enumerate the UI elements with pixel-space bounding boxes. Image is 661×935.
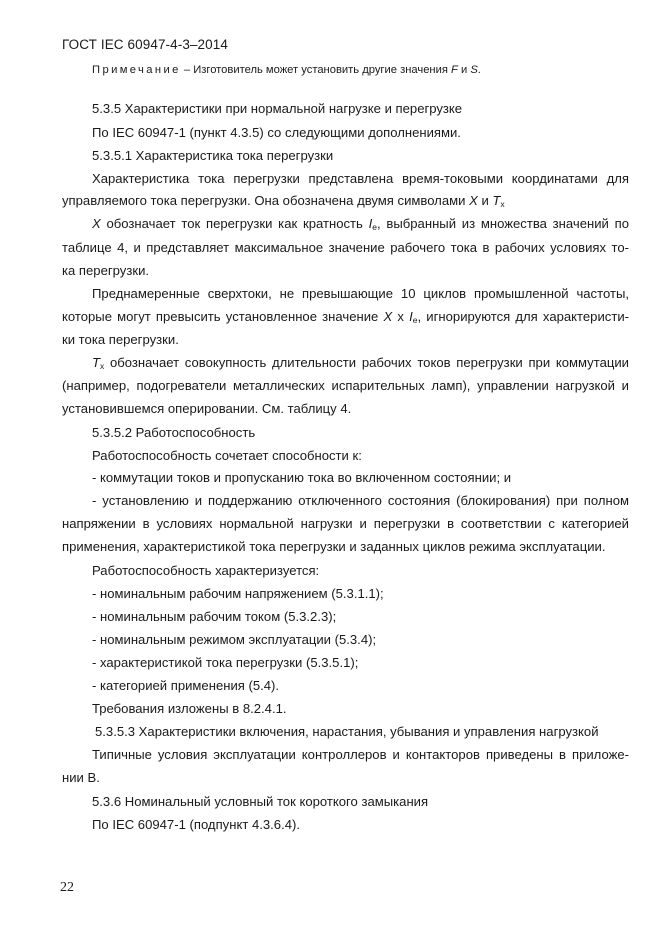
paragraph-tx-line3: установившемся оперировании. См. таблицу 4. xyxy=(62,401,352,416)
paragraph-x-line1: X обозначает ток перегрузки как кратность $I_e$, выбранный из множества значений по xyxy=(92,216,629,232)
paragraph-overcurrent-line2: которые могут превысить установленное значение X x $I_e$, игнорируются для характеристи- xyxy=(62,309,629,325)
paragraph-overcurrent-line1: Преднамеренные сверхтоки, не превышающие 10 циклов промышленной частоты, xyxy=(92,286,629,301)
paragraph-tx-line2: (например, подогреватели металлических испарительных ламп), управлении нагрузкой и xyxy=(62,378,629,393)
list-item-blocking-line2: напряжении в условиях нормальной нагрузки и перегрузки в соответствии с категорией xyxy=(62,516,629,531)
paragraph-overcurrent-line3: ки тока перегрузки. xyxy=(62,332,179,347)
operability-char-intro: Работоспособность характеризуется: xyxy=(92,563,320,578)
paragraph-x-line2: таблице 4, и представляет максимальное значение рабочего тока в рабочих условиях то- xyxy=(62,240,629,255)
list-item: - характеристикой тока перегрузки (5.3.5.1); xyxy=(92,655,359,670)
section-5-3-6-title: 5.3.6 Номинальный условный ток короткого замыкания xyxy=(92,794,429,809)
section-5-3-5-title: 5.3.5 Характеристики при нормальной нагрузке и перегрузке xyxy=(92,101,463,116)
list-item-blocking-line1: - установлению и поддержанию отключенного состояния (блокирования) при полном xyxy=(92,493,629,508)
note: Примечание – Изготовитель может установить другие значения F и S. xyxy=(92,64,481,76)
section-5-3-5-3-text-line2: нии В. xyxy=(62,770,100,785)
list-item-blocking-line3: применения, характеристикой тока перегрузки и заданных циклов режима эксплуатации. xyxy=(62,539,606,554)
section-5-3-5-3-text-line1: Типичные условия эксплуатации контроллеров и контакторов приведены в приложе- xyxy=(92,747,629,762)
document-header: ГОСТ IEC 60947-4-3–2014 xyxy=(62,37,228,52)
requirements-reference: Требования изложены в 8.2.4.1. xyxy=(92,701,287,716)
section-5-3-5-3-title: 5.3.5.3 Характеристики включения, нарастания, убывания и управления нагрузкой xyxy=(95,724,599,739)
section-5-3-5-1-title: 5.3.5.1 Характеристика тока перегрузки xyxy=(92,148,334,163)
paragraph-x-line3: ка перегрузки. xyxy=(62,263,150,278)
paragraph-overload-line1: Характеристика тока перегрузки представлена время-токовыми координатами для xyxy=(92,171,629,186)
list-item: - номинальным режимом эксплуатации (5.3.4); xyxy=(92,632,377,647)
section-5-3-5-reference: По IEC 60947-1 (пункт 4.3.5) со следующими дополнениями. xyxy=(92,125,461,140)
paragraph-tx-line1: $T_x$ обозначает совокупность длительности рабочих токов перегрузки при коммутации xyxy=(92,355,629,371)
list-item: - категорией применения (5.4). xyxy=(92,678,280,693)
list-item: - номинальным рабочим током (5.3.2.3); xyxy=(92,609,337,624)
list-item: - номинальным рабочим напряжением (5.3.1.1); xyxy=(92,586,384,601)
list-item: - коммутации токов и пропусканию тока во включенном состоянии; и xyxy=(92,470,512,485)
paragraph-overload-line2: управляемого тока перегрузки. Она обозначена двумя символами X и $T_x$ xyxy=(62,193,505,209)
section-5-3-5-2-title: 5.3.5.2 Работоспособность xyxy=(92,425,256,440)
note-label: Примечание xyxy=(92,64,181,76)
section-5-3-6-reference: По IEC 60947-1 (подпункт 4.3.6.4). xyxy=(92,817,300,832)
section-5-3-5-2-intro: Работоспособность сочетает способности к: xyxy=(92,448,362,463)
page-number: 22 xyxy=(60,880,74,895)
